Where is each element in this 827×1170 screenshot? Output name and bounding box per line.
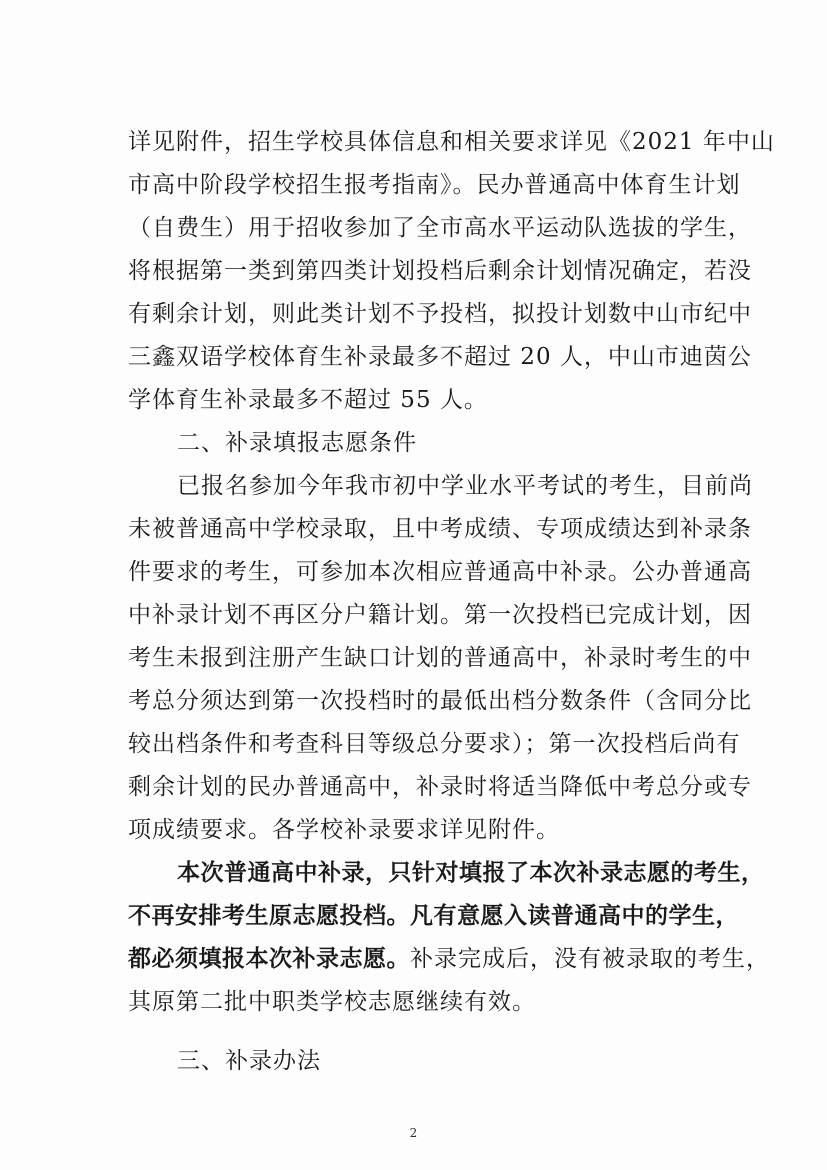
paragraph-line: 剩余计划的民办普通高中，补录时将适当降低中考总分或专 bbox=[128, 774, 752, 800]
paragraph-line: 市高中阶段学校招生报考指南》。民办普通高中体育生计划 bbox=[128, 172, 741, 198]
spacer bbox=[128, 1027, 728, 1043]
section-heading-2: 二、补录填报志愿条件 bbox=[177, 430, 417, 456]
paragraph-line: 项成绩要求。各学校补录要求详见附件。 bbox=[128, 817, 560, 843]
paragraph-line: 未被普通高中学校录取，且中考成绩、专项成绩达到补录条 bbox=[128, 516, 752, 542]
document-body bbox=[128, 124, 775, 1086]
regular-text: 补录完成后，没有被录取的考生， bbox=[410, 946, 770, 972]
bold-text: 都必须填报本次补录志愿。 bbox=[128, 946, 410, 972]
paragraph-line: 三鑫双语学校体育生补录最多不超过 20 人，中山市迪茵公 bbox=[128, 344, 752, 370]
paragraph-line: 考生未报到注册产生缺口计划的普通高中，补录时考生的中 bbox=[128, 645, 752, 671]
paragraph-line: 其原第二批中职类学校志愿继续有效。 bbox=[128, 989, 536, 1015]
bold-paragraph-line: 本次普通高中补录，只针对填报了本次补录志愿的考生， bbox=[177, 860, 765, 886]
paragraph-line: 中补录计划不再区分户籍计划。第一次投档已完成计划，因 bbox=[128, 602, 752, 628]
paragraph-line: 件要求的考生，可参加本次相应普通高中补录。公办普通高 bbox=[128, 559, 752, 585]
paragraph-line: （自费生）用于招收参加了全市高水平运动队选拔的学生， bbox=[128, 215, 752, 241]
mixed-paragraph-line bbox=[128, 941, 770, 984]
paragraph-line: 考总分须达到第一次投档时的最低出档分数条件（含同分比 bbox=[128, 688, 752, 714]
bold-paragraph-line: 不再安排考生原志愿投档。凡有意愿入读普通高中的学生， bbox=[128, 903, 739, 929]
paragraph-line: 已报名参加今年我市初中学业水平考试的考生，目前尚 bbox=[177, 473, 753, 499]
paragraph-line: 较出档条件和考查科目等级总分要求）；第一次投档后尚有 bbox=[128, 731, 741, 757]
paragraph-line: 有剩余计划，则此类计划不予投档，拟投计划数中山市纪中 bbox=[128, 301, 752, 327]
paragraph-line: 详见附件，招生学校具体信息和相关要求详见《2021 年中山 bbox=[128, 129, 775, 155]
section-heading-3: 三、补录办法 bbox=[177, 1048, 321, 1074]
page-number: 2 bbox=[409, 1126, 418, 1140]
paragraph-line: 学体育生补录最多不超过 55 人。 bbox=[128, 387, 488, 413]
paragraph-line: 将根据第一类到第四类计划投档后剩余计划情况确定，若没 bbox=[128, 258, 752, 284]
